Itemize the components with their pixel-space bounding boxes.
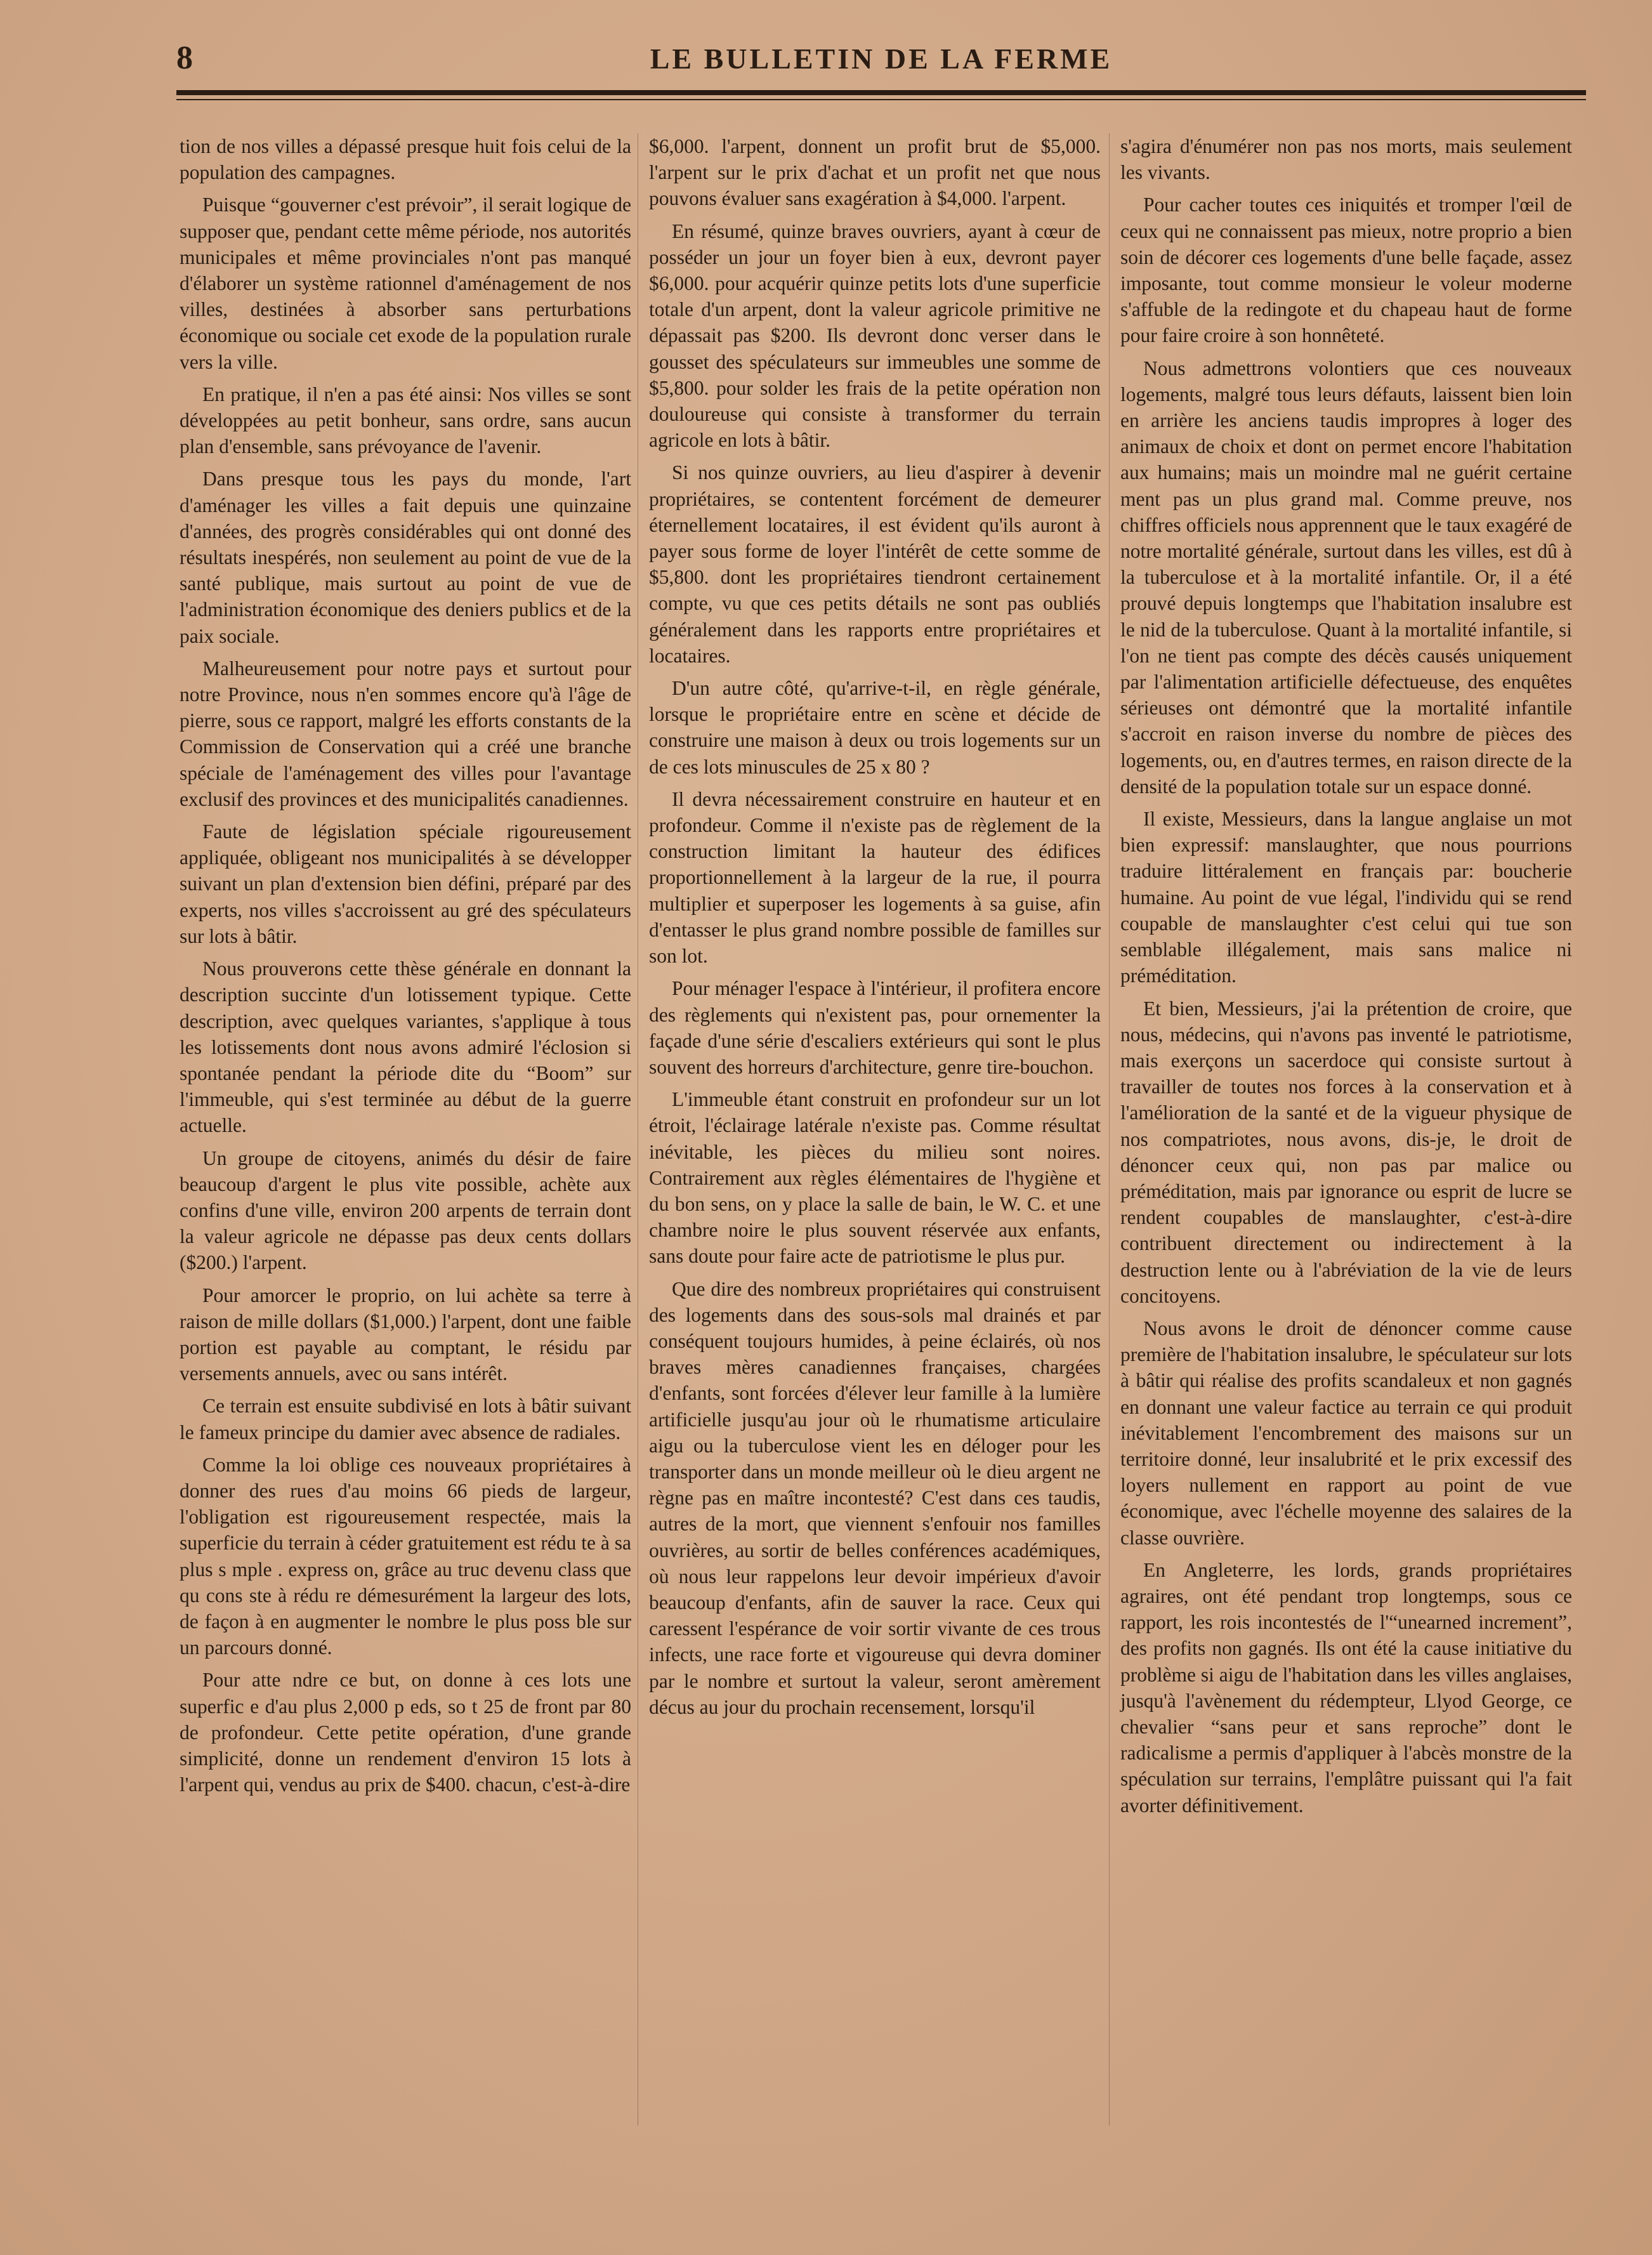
page-number: 8 [176,40,193,76]
article-column-1 [180,133,631,2126]
header-rule-thick [176,90,1586,95]
paragraph: L'immeuble étant construit en profondeur sur un lot étroit, l'éclairage latérale n'existe pas. Comme résultat inévitable, les pièces du milieu sont noires. Contrairement aux règles élémentaires de l'hygiène et du bon sens, on y place la salle de bain, le W. C. et une chambre noire le plus souvent réservée aux enfants, sans doute pour faire acte de patriotisme le plus pur. [649,1088,1101,1268]
paragraph: Nous prouverons cette thèse générale en donnant la description succinte d'un lotissement typique. Cette description, avec quelques variantes, s'applique à tous les lotissements dont nous avons admiré l'éclosion si spontanée pendant la période dite du “Boom” sur l'immeuble, qui s'est terminée au début de la guerre actuelle. [180,957,631,1137]
paragraph: Pour atte ndre ce but, on donne à ces lots une superfic e d'au plus 2,000 p eds, so t 25 de front par 80 de profondeur. Cette petite opération, d'une grande simplicité, donne un rendement d'environ 15 lots à l'arpent qui, vendus au prix de $400. chacun, c'est-à-dire [180,1669,631,1796]
journal-title: LE BULLETIN DE LA FERME [650,43,1113,75]
article-column-2 [649,133,1101,2126]
paragraph: Comme la loi oblige ces nouveaux propriétaires à donner des rues d'au moins 66 pieds de largeur, l'obligation est rigoureusement respectée, mais la superficie du terrain à céder gratuitement est rédu te à sa plus s mple . express on, grâce au truc devenu class que qu cons ste à rédu re démesurément la largeur des lots, de façon à en augmenter le nombre le plus poss ble sur un parcours donné. [180,1453,631,1659]
paragraph: En résumé, quinze braves ouvriers, ayant à cœur de posséder un jour un foyer bien à eux, devront payer $6,000. pour acquérir quinze petits lots d'une superficie totale d'un arpent, dont la valeur agricole primitive ne dépassait pas $200. Ils devront donc verser dans le gousset des spéculateurs sur immeubles une somme de $5,800. pour solder les frais de la petite opération non douloureuse qui consiste à transformer du terrain agricole en lots à bâtir. [649,220,1101,452]
article-column-3 [1120,133,1572,2126]
column-divider [1109,133,1110,2126]
paragraph: Nous avons le droit de dénoncer comme cause première de l'habitation insalubre, le spéculateur sur lots à bâtir qui réalise des profits scandaleux et non gagnés en donnant une valeur factice au terrain ce qui produit inévitablement l'encombrement des maisons sur un territoire donné, leur insalubrité et le prix excessif des loyers nullement en rapport au point de vue économique, avec l'échelle moyenne des salaires de la classe ouvrière. [1120,1317,1572,1549]
paragraph: Pour cacher toutes ces iniquités et tromper l'œil de ceux qui ne connaissent pas mieux, notre proprio a bien soin de décorer ces logements d'une belle façade, assez imposante, tout comme monsieur le voleur moderne s'affuble de la redingote et du chapeau haut de forme pour faire croire à son honnêteté. [1120,194,1572,347]
paragraph: D'un autre côté, qu'arrive-t-il, en règle générale, lorsque le propriétaire entre en scène et décide de construire une maison à deux ou trois logements sur un de ces lots minuscules de 25 x 80 ? [649,677,1101,778]
paragraph: En Angleterre, les lords, grands propriétaires agraires, ont été pendant trop longtemps, sous ce rapport, les rois incontestés de l'“unearned increment”, des profits non gagnés. Ils ont été la cause initiative du problème si aigu de l'habitation dans les villes anglaises, jusqu'à l'avènement du rédempteur, Llyod George, ce chevalier “sans peur et sans reproche” dont le radicalisme a permis d'appliquer à l'abcès monstre de la spéculation sur terrains, l'emplâtre puissant qui l'a fait avorter définitivement. [1120,1558,1572,1817]
paragraph: Malheureusement pour notre pays et surtout pour notre Province, nous n'en sommes encore qu'à l'âge de pierre, sous ce rapport, malgré les efforts constants de la Commission de Conservation qui a créé une branche spéciale de l'aménagement des villes pour l'avantage exclusif des provinces et des municipalités canadiennes. [180,657,631,810]
paragraph: Puisque “gouverner c'est prévoir”, il serait logique de supposer que, pendant cette même période, nos autorités municipales et même provinciales n'ont pas manqué d'élaborer un système rationnel d'aménagement de nos villes, destinées à absorber sans perturbations économique ou sociale cet exode de la population rurale vers la ville. [180,194,631,373]
page-header [176,38,1586,95]
paragraph: Un groupe de citoyens, animés du désir de faire beaucoup d'argent le plus vite possible, achète aux confins d'une ville, environ 200 arpents de terrain dont la valeur agricole ne dépasse pas deux cents dollars ($200.) l'arpent. [180,1147,631,1274]
paragraph: En pratique, il n'en a pas été ainsi: Nos villes se sont développées au petit bonheur, sans ordre, sans aucun plan d'ensemble, sans prévoyance de l'avenir. [180,383,631,458]
paragraph: Pour ménager l'espace à l'intérieur, il profitera encore des règlements qui n'existent pas, pour ornementer la façade d'une série d'escaliers extérieurs qui sont le plus souvent des horreurs d'architecture, genre tire-bouchon. [649,977,1101,1078]
paragraph: Si nos quinze ouvriers, au lieu d'aspirer à devenir propriétaires, se contentent forcément de demeurer éternellement locataires, il est évident qu'ils auront à payer sous forme de loyer l'intérêt de cette somme de $5,800. dont les propriétaires tiendront certainement compte, vu que ces petits détails ne sont pas oubliés généralement dans les rapports entre propriétaires et locataires. [649,461,1101,667]
paragraph: Dans presque tous les pays du monde, l'art d'aménager les villes a fait depuis une quinzaine d'années, des progrès considérables qui ont donné des résultats inespérés, non seulement au point de vue de la santé publique, mais surtout au point de vue de l'administration économique des deniers publics et de la paix sociale. [180,468,631,647]
paragraph: tion de nos villes a dépassé presque huit fois celui de la population des campagnes. [180,135,631,184]
paragraph: Ce terrain est ensuite subdivisé en lots à bâtir suivant le fameux principe du damier avec absence de radiales. [180,1395,631,1443]
paragraph: Que dire des nombreux propriétaires qui construisent des logements dans des sous-sols mal drainés et par conséquent toujours humides, à peine éclairés, où nos braves mères canadiennes françaises, chargées d'enfants, sont forcées d'élever leur famille à la lumière artificielle jusqu'au jour où le rhumatisme articulaire aigu ou la tuberculose vient les en déloger pour les transporter dans un monde meilleur où le dieu argent ne règne pas en maître incontesté? C'est dans ces taudis, autres de la mort, que viennent s'enfouir nos familles ouvrières, au sortir de belles conférences académiques, où nous leur rappelons leur devoir impérieux d'avoir beaucoup d'enfants, afin de sauver la race. Ceux qui caressent l'espérance de voir sortir vivante de ces trous infects, une race forte et vigoureuse qui devra dominer par le nombre et surtout la valeur, seront amèrement décus au jour du prochain recensement, lorsqu'il [649,1277,1101,1718]
paragraph: s'agira d'énumérer non pas nos morts, mais seulement les vivants. [1120,135,1572,184]
paragraph: Pour amorcer le proprio, on lui achète sa terre à raison de mille dollars ($1,000.) l'arpent, dont une faible portion est payable au comptant, le résidu par versements annuels, avec ou sans intérêt. [180,1284,631,1385]
paragraph: Faute de législation spéciale rigoureusement appliquée, obligeant nos municipalités à se développer suivant un plan d'extension bien défini, préparé par des experts, nos villes s'accroissent au gré des spéculateurs sur lots à bâtir. [180,820,631,947]
paragraph: Et bien, Messieurs, j'ai la prétention de croire, que nous, médecins, qui n'avons pas inventé le patriotisme, mais exerçons un sacerdoce qui consiste surtout à travailler de toutes nos forces à la conservation et à l'amélioration de la santé et de la vigueur physique de nos compatriotes, nous avons, dis-je, le droit de dénoncer ceux qui, non pas par malice ou préméditation, mais par ignorance ou esprit de lucre se rendent coupables de manslaughter, c'est-à-dire contribuent directement ou indirectement à la destruction lente ou à l'abréviation de la vie de leurs concitoyens. [1120,997,1572,1307]
header-rule-thin [176,99,1586,100]
paragraph: Il devra nécessairement construire en hauteur et en profondeur. Comme il n'existe pas de règlement de la construction limitant la hauteur des édifices proportionnellement à la largeur de la rue, il pourra multiplier et superposer les logements à sa guise, afin d'entasser le plus grand nombre possible de familles sur son lot. [649,787,1101,968]
paragraph: Nous admettrons volontiers que ces nouveaux logements, malgré tous leurs défauts, laissent bien loin en arrière les anciens taudis impropres à loger des animaux de choix et dont on permet encore l'habitation aux humains; mais un moindre mal ne guérit certaine ment pas un plus grand mal. Comme preuve, nos chiffres officiels nous apprennent que le taux exagéré de notre mortalité générale, surtout dans les villes, est dû à la tuberculose et à la mortalité infantile. Or, il a été prouvé depuis longtemps que l'habitation insalubre est le nid de la tuberculose. Quant à la mortalité infantile, si l'on ne tient pas compte des décès causés uniquement par l'alimentation artificielle défectueuse, des enquêtes sérieuses ont démontré que la mortalité infantile s'accroit en raison inverse du nombre de pièces des logements, ou, en d'autres termes, en raison directe de la densité de la population totale sur un espace donné. [1120,357,1572,798]
paragraph: Il existe, Messieurs, dans la langue anglaise un mot bien expressif: manslaughter, que nous pourrions traduire littéralement en français par: boucherie humaine. Au point de vue légal, l'individu qui se rend coupable de manslaughter c'est celui qui tue son semblable illégalement, mais sans malice ni préméditation. [1120,808,1572,987]
paragraph: $6,000. l'arpent, donnent un profit brut de $5,000. l'arpent sur le prix d'achat et un profit net que nous pouvons évaluer sans exagération à $4,000. l'arpent. [649,135,1101,210]
